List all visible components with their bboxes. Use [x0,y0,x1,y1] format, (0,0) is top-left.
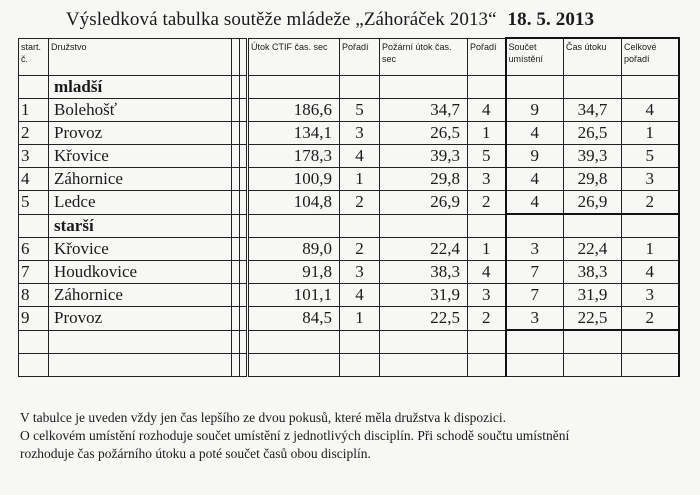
notes [20,409,690,463]
header-rank2: Pořadí [468,38,506,76]
cell-overall: 4 [622,261,679,284]
cell-time: 22,4 [564,238,622,261]
cell-start: 4 [19,168,49,191]
cell-fire: 38,3 [380,261,468,284]
header-fire: Požární útok čas. sec [380,38,468,76]
group-label: starší [49,214,232,238]
cell-fire: 34,7 [380,99,468,122]
cell-rank2: 1 [468,122,506,145]
cell-start: 7 [19,261,49,284]
results-table [18,37,680,377]
cell-time: 22,5 [564,307,622,331]
cell-sum: 3 [506,307,564,331]
title-date: 18. 5. 2013 [507,9,595,30]
cell-overall: 3 [622,284,679,307]
cell-rank2: 1 [468,238,506,261]
cell-sum: 9 [506,145,564,168]
cell-sum: 3 [506,238,564,261]
cell-start: 5 [19,191,49,215]
cell-fire: 22,5 [380,307,468,331]
cell-rank1: 1 [340,307,380,331]
cell-rank1: 3 [340,261,380,284]
header-team: Družstvo [49,38,232,76]
empty-row [19,354,679,377]
cell-attack: 186,6 [248,99,340,122]
cell-overall: 2 [622,307,679,331]
cell-team: Houdkovice [49,261,232,284]
note-line: V tabulce je uveden vždy jen čas lepšího ze dvou pokusů, které měla družstva k dispozici. [20,410,506,425]
cell-fire: 26,9 [380,191,468,215]
cell-overall: 5 [622,145,679,168]
table-row [19,168,679,191]
cell-overall: 1 [622,122,679,145]
cell-start: 8 [19,284,49,307]
cell-rank1: 1 [340,168,380,191]
cell-overall: 1 [622,238,679,261]
table-row [19,307,679,331]
header-overall: Celkové pořadí [622,38,679,76]
cell-attack: 101,1 [248,284,340,307]
cell-team: Záhornice [49,284,232,307]
cell-sum: 4 [506,122,564,145]
cell-team: Bolehošť [49,99,232,122]
header-attack: Útok CTIF čas. sec [248,38,340,76]
table-row [19,191,679,215]
cell-attack: 134,1 [248,122,340,145]
note-line: rozhoduje čas požárního útoku a poté součet časů obou disciplín. [20,446,371,461]
cell-time: 31,9 [564,284,622,307]
cell-time: 26,5 [564,122,622,145]
cell-rank1: 3 [340,122,380,145]
cell-fire: 31,9 [380,284,468,307]
header-row [19,38,679,76]
cell-time: 29,8 [564,168,622,191]
cell-overall: 3 [622,168,679,191]
cell-team: Křovice [49,145,232,168]
cell-fire: 29,8 [380,168,468,191]
table-row [19,122,679,145]
title-text: Výsledková tabulka soutěže mládeže „Záhoráček 2013“ [65,9,497,30]
cell-rank1: 2 [340,191,380,215]
table-row [19,261,679,284]
cell-rank2: 3 [468,284,506,307]
cell-sum: 7 [506,261,564,284]
cell-start: 2 [19,122,49,145]
cell-rank2: 5 [468,145,506,168]
cell-sum: 4 [506,168,564,191]
cell-attack: 100,9 [248,168,340,191]
cell-team: Provoz [49,307,232,331]
cell-team: Křovice [49,238,232,261]
cell-start: 1 [19,99,49,122]
cell-attack: 84,5 [248,307,340,331]
header-rank1: Pořadí [340,38,380,76]
cell-attack: 104,8 [248,191,340,215]
table-row [19,99,679,122]
cell-rank2: 4 [468,261,506,284]
cell-time: 38,3 [564,261,622,284]
cell-rank1: 2 [340,238,380,261]
cell-attack: 89,0 [248,238,340,261]
cell-overall: 2 [622,191,679,215]
cell-fire: 26,5 [380,122,468,145]
cell-start: 3 [19,145,49,168]
cell-attack: 91,8 [248,261,340,284]
cell-rank1: 4 [340,284,380,307]
cell-rank2: 3 [468,168,506,191]
cell-rank1: 4 [340,145,380,168]
header-sum: Součet umístění [506,38,564,76]
header-time: Čas útoku [564,38,622,76]
cell-rank1: 5 [340,99,380,122]
cell-time: 34,7 [564,99,622,122]
table-row [19,238,679,261]
cell-time: 39,3 [564,145,622,168]
empty-row [19,330,679,354]
cell-team: Provoz [49,122,232,145]
group-row [19,76,679,99]
table-row [19,284,679,307]
cell-team: Ledce [49,191,232,215]
header-start: start. č. [19,38,49,76]
document-title [0,9,660,31]
cell-overall: 4 [622,99,679,122]
cell-start: 6 [19,238,49,261]
cell-start: 9 [19,307,49,331]
cell-sum: 9 [506,99,564,122]
note-line: O celkovém umístění rozhoduje součet umístění z jednotlivých disciplín. Při schodě součtu umístnění [20,428,570,443]
cell-fire: 22,4 [380,238,468,261]
cell-rank2: 2 [468,191,506,215]
cell-time: 26,9 [564,191,622,215]
group-row [19,214,679,238]
cell-rank2: 2 [468,307,506,331]
cell-rank2: 4 [468,99,506,122]
group-label: mladší [49,76,232,99]
cell-fire: 39,3 [380,145,468,168]
cell-sum: 7 [506,284,564,307]
cell-sum: 4 [506,191,564,215]
table-row [19,145,679,168]
cell-team: Záhornice [49,168,232,191]
cell-attack: 178,3 [248,145,340,168]
